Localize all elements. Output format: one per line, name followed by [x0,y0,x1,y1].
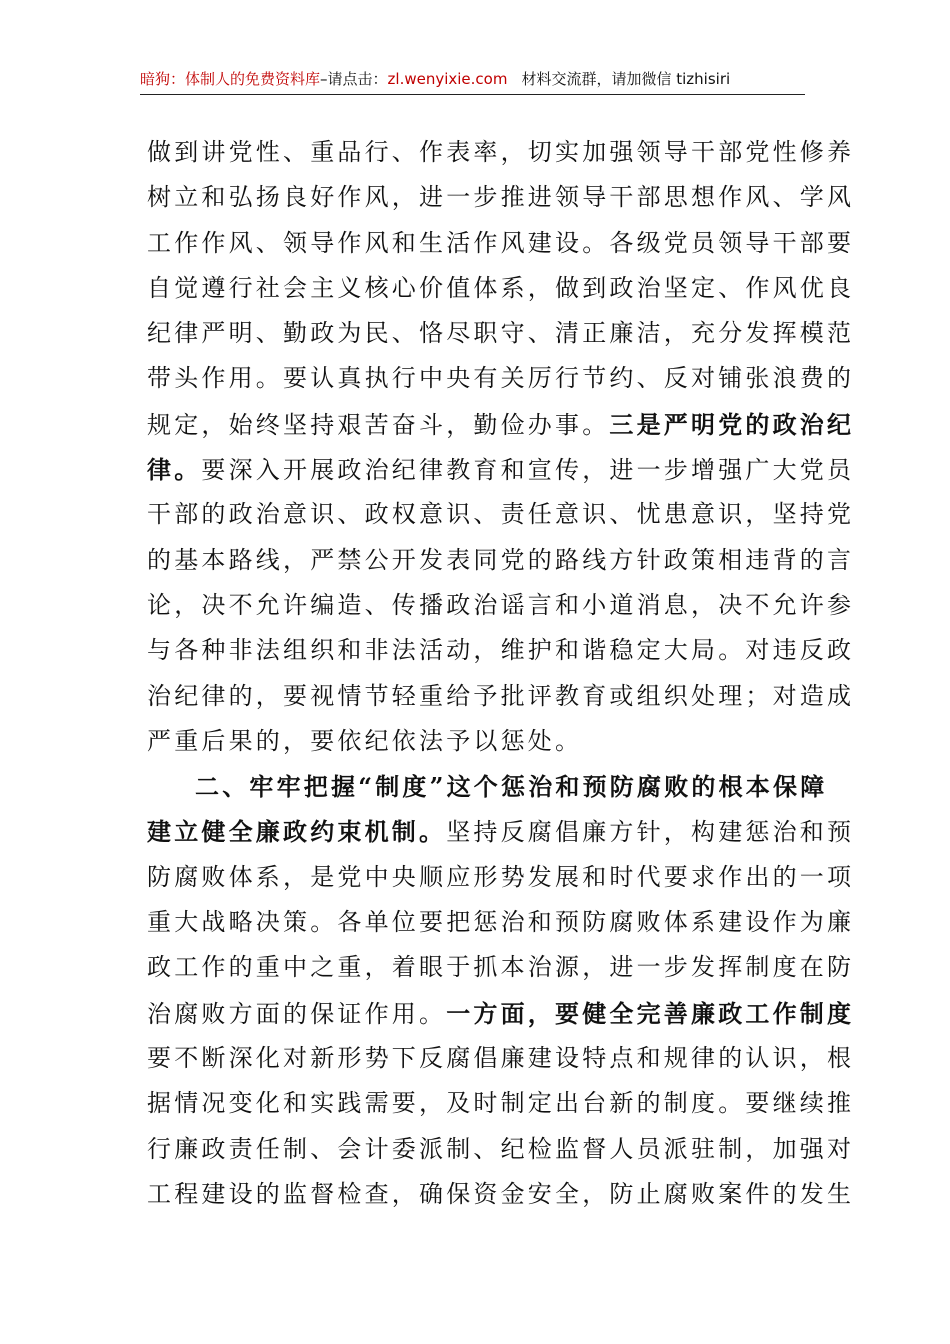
text-line: 的基本路线，严禁公开发表同党的路线方针政策相违背的言 [147,545,855,574]
header-brand: 暗狗：体制人的免费资料库 [140,70,321,88]
bold-heading: 律。 [147,455,202,485]
text-line: 建立健全廉政约束机制。坚持反腐倡廉方针，构建惩治和预 [147,817,855,847]
text-line: 治纪律的，要视情节轻重给予批评教育或组织处理；对造成 [147,681,855,710]
text-line: 树立和弘扬良好作风，进一步推进领导干部思想作风、学风 [147,183,855,212]
header-link-prefix: –请点击： [320,70,388,88]
text-line: 重大战略决策。各单位要把惩治和预防腐败体系建设作为廉 [147,908,855,937]
text-line: 工程建设的监督检查，确保资金安全，防止腐败案件的发生 [147,1179,855,1208]
section-heading: 二、牢牢把握“制度”这个惩治和预防腐败的根本保障 [195,772,828,802]
header-contact: 材料交流群，请加微信 tizhisiri [521,70,731,88]
page-header [140,68,805,90]
text-line: 工作作风、领导作风和生活作风建设。各级党员领导干部要 [147,228,855,257]
text-line: 规定，始终坚持艰苦奋斗，勤俭办事。三是严明党的政治纪 [147,409,855,439]
text-line: 据情况变化和实践需要，及时制定出台新的制度。要继续推 [147,1089,855,1118]
text-line: 干部的政治意识、政权意识、责任意识、忧患意识，坚持党 [147,500,855,529]
text-line: 与各种非法组织和非法活动，维护和谐稳定大局。对违反政 [147,636,855,665]
text-line: 做到讲党性、重品行、作表率，切实加强领导干部党性修养 [147,138,855,166]
text-line: 带头作用。要认真执行中央有关厉行节约、反对铺张浪费的 [147,364,855,393]
text-line: 政工作的重中之重，着眼于抓本治源，进一步发挥制度在防 [147,953,855,982]
text-line: 论，决不允许编造、传播政治谣言和小道消息，决不允许参 [147,590,855,619]
bold-heading: 一方面，要健全完善廉政工作制度 [446,998,855,1028]
header-url-link[interactable]: zl.wenyixie.com [387,70,508,88]
text-line: 要不断深化对新形势下反腐倡廉建设特点和规律的认识，根 [147,1043,855,1072]
document-body [147,130,855,1217]
bold-heading: 三是严明党的政治纪 [609,409,855,439]
bold-heading: 建立健全廉政约束机制。 [147,817,447,847]
text-line: 纪律严明、勤政为民、恪尽职守、清正廉洁，充分发挥模范 [147,319,855,348]
text-line: 严重后果的，要依纪依法予以惩处。 [147,726,583,755]
text-line: 治腐败方面的保证作用。一方面，要健全完善廉政工作制度 [147,998,855,1028]
text-line: 行廉政责任制、会计委派制、纪检监督人员派驻制，加强对 [147,1134,855,1163]
text-line: 律。要深入开展政治纪律教育和宣传，进一步增强广大党员 [147,455,855,485]
text-line: 防腐败体系，是党中央顺应形势发展和时代要求作出的一项 [147,862,855,891]
header-divider [140,94,805,95]
text-line: 自觉遵行社会主义核心价值体系，做到政治坚定、作风优良 [147,273,855,302]
